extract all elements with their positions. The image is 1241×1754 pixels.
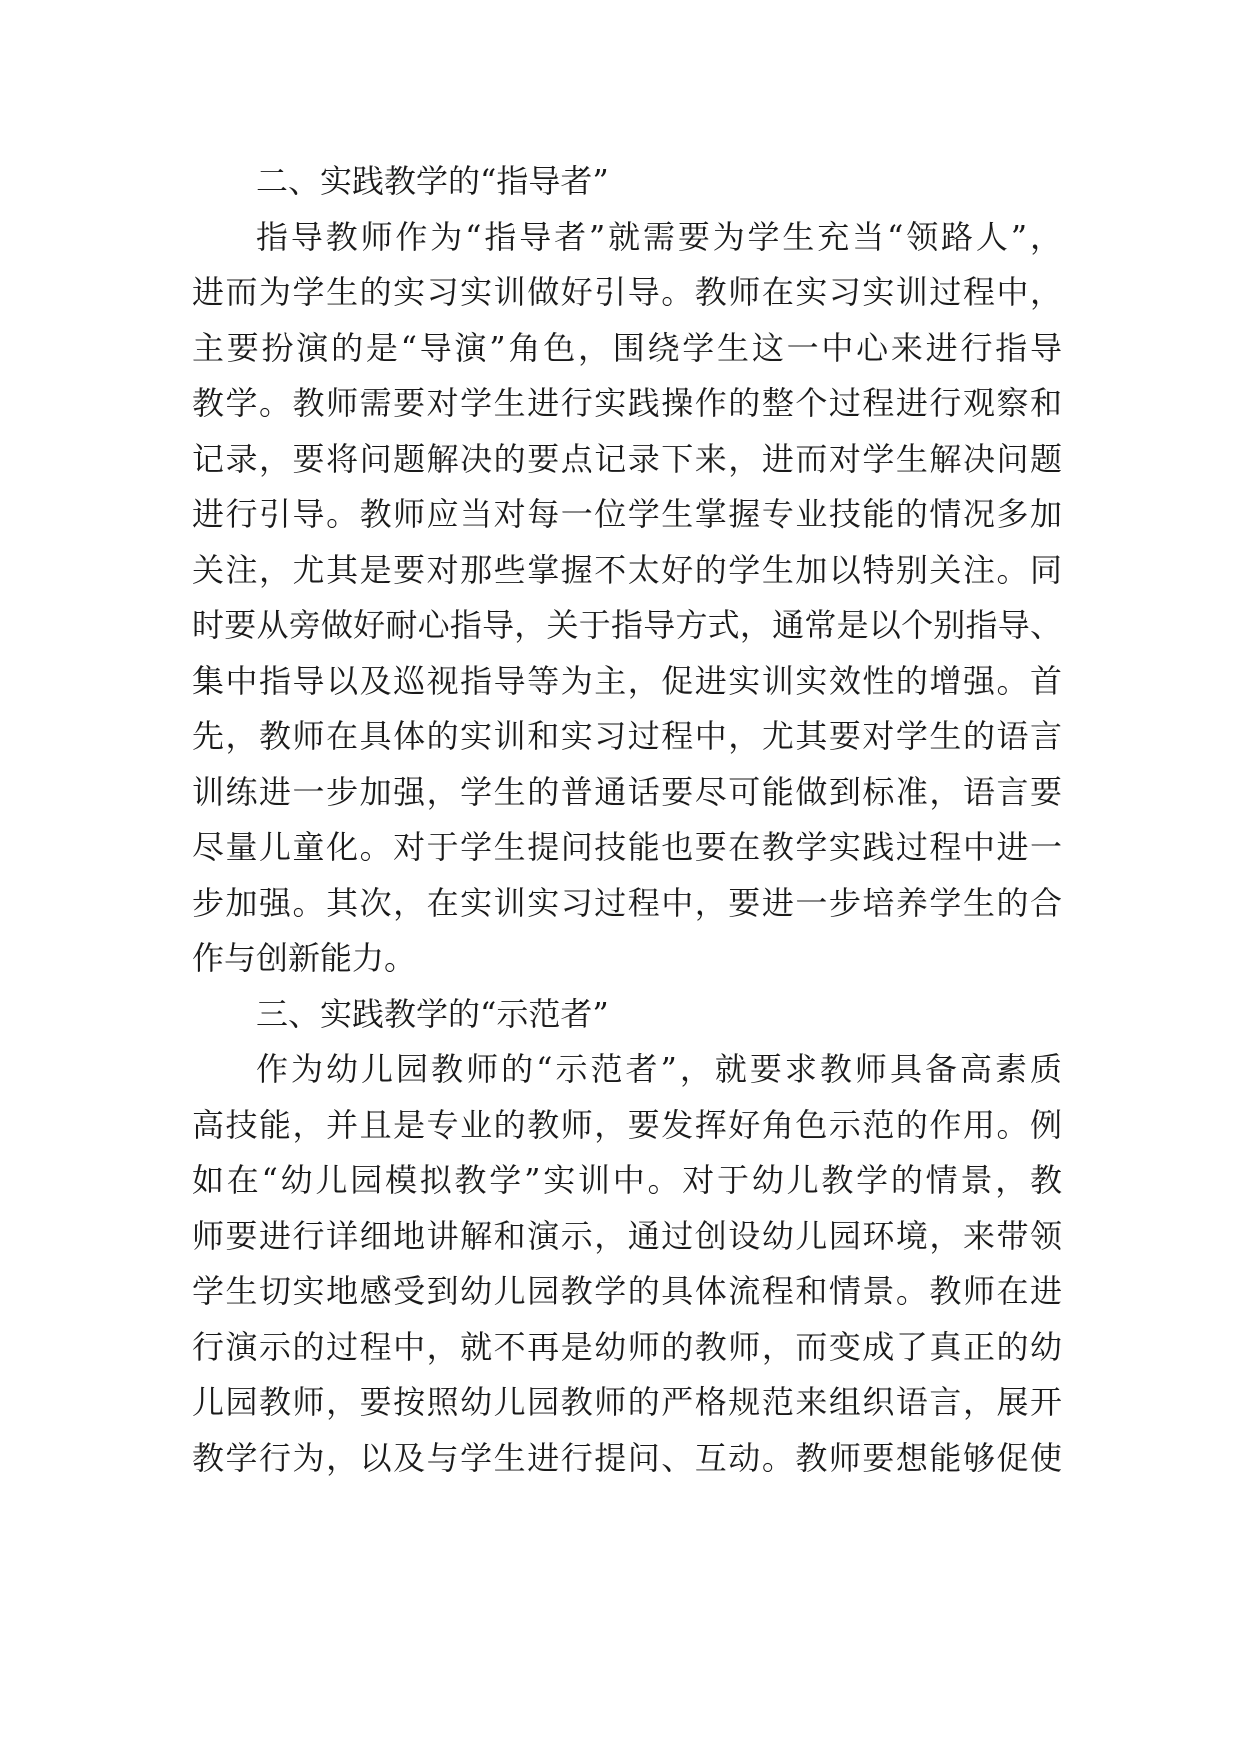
text-line: 师要进行详细地讲解和演示，通过创设幼儿园环境，来带领 (192, 1216, 1062, 1255)
text-line: 步加强。其次，在实训实习过程中，要进一步培养学生的合 (192, 883, 1062, 922)
text-line: 时要从旁做好耐心指导，关于指导方式，通常是以个别指导、 (192, 606, 1062, 644)
text-line: 尽量儿童化。对于学生提问技能也要在教学实践过程中进一 (192, 828, 1062, 866)
text-line: 学生切实地感受到幼儿园教学的具体流程和情景。教师在进 (192, 1272, 1062, 1310)
text-line: 教学行为，以及与学生进行提问、互动。教师要想能够促使 (192, 1438, 1062, 1477)
text-line: 儿园教师，要按照幼儿园教师的严格规范来组织语言，展开 (192, 1383, 1062, 1421)
paragraph-start-line: 二、实践教学的“指导者” (256, 162, 609, 200)
paragraph-start-line: 指导教师作为“指导者”就需要为学生充当“领路人”， (256, 217, 1062, 256)
paragraph-start-line: 作为幼儿园教师的“示范者”，就要求教师具备高素质 (256, 1050, 1062, 1088)
paragraph-start-line: 三、实践教学的“示范者” (256, 994, 609, 1033)
text-line: 教学。教师需要对学生进行实践操作的整个过程进行观察和 (192, 384, 1062, 422)
text-line: 先，教师在具体的实训和实习过程中，尤其要对学生的语言 (192, 717, 1062, 755)
document-body (192, 154, 1062, 1486)
text-line: 关注，尤其是要对那些掌握不太好的学生加以特别关注。同 (192, 550, 1062, 589)
text-line: 作与创新能力。 (192, 939, 417, 977)
text-line: 进而为学生的实习实训做好引导。教师在实习实训过程中， (192, 273, 1062, 311)
text-line: 如在“幼儿园模拟教学”实训中。对于幼儿教学的情景，教 (192, 1161, 1062, 1199)
text-line: 进行引导。教师应当对每一位学生掌握专业技能的情况多加 (192, 495, 1062, 533)
text-line: 集中指导以及巡视指导等为主，促进实训实效性的增强。首 (192, 661, 1062, 700)
text-line: 训练进一步加强，学生的普通话要尽可能做到标准，语言要 (192, 772, 1062, 811)
text-line: 行演示的过程中，就不再是幼师的教师，而变成了真正的幼 (192, 1327, 1062, 1366)
text-line: 主要扮演的是“导演”角色，围绕学生这一中心来进行指导 (192, 328, 1062, 367)
text-line: 高技能，并且是专业的教师，要发挥好角色示范的作用。例 (192, 1105, 1062, 1144)
text-line: 记录，要将问题解决的要点记录下来，进而对学生解决问题 (192, 439, 1062, 478)
